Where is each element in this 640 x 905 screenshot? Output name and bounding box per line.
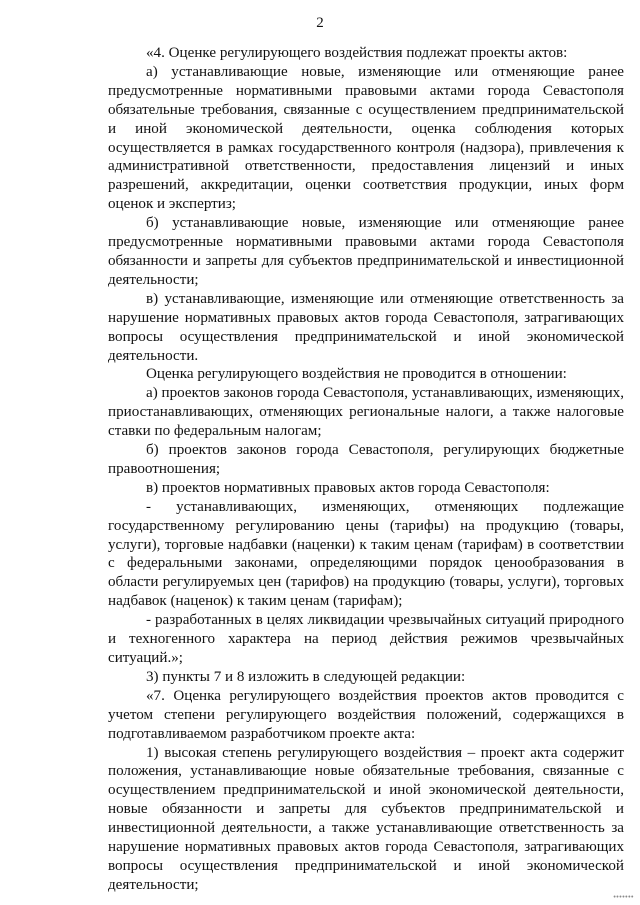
paragraph: - устанавливающих, изменяющих, отменяющих подлежащие государственному регулированию цены (тарифы) на продукцию (товары, услуги), торговые надбавки (наценки) к таким ценам (тарифам) в соответствии с федеральными законами, определяющими порядок ценообразования в области регулируемых цен (тарифов) на продукцию (товары, услуги), торговых надбавок (наценок) к таким ценам (тарифам); [108,498,624,610]
paragraph: б) проектов законов города Севастополя, регулирующих бюджетные правоотношения; [108,442,624,477]
paragraph: в) проектов нормативных правовых актов города Севастополя: [146,479,550,496]
paragraph: в) устанавливающие, изменяющие или отменяющие ответственность за нарушение нормативных правовых актов города Севастополя, затрагивающих вопросы осуществления предпринимательской и иной экономической деятельности. [108,290,624,364]
paragraph: 3) пункты 7 и 8 изложить в следующей редакции: [146,668,466,685]
paragraph: «4. Оценке регулирующего воздействия подлежат проекты актов: [146,45,568,61]
paragraph: б) устанавливающие новые, изменяющие или отменяющие ранее предусмотренные нормативными правовыми актами города Севастополя обязанности и запреты для субъектов предпринимательской и инвестиционной деятельности; [108,215,624,288]
paragraph: а) устанавливающие новые, изменяющие или отменяющие ранее предусмотренные нормативными правовыми актами города Севастополя обязательные требования, связанные с осуществлением предпринимательской и иной экономической деятельности, оценка соблюдения которых осуществляется в рамках государственного контроля (надзора), привлечения к административной ответственности, предоставления лицензий и иных разрешений, аккредитации, оценки соответствия продукции, иных форм оценок и экспертиз; [108,63,624,213]
corner-scan-mark: ••••••• [613,894,634,901]
paragraph: - разработанных в целях ликвидации чрезвычайных ситуаций природного и техногенного характера на период действия режимов чрезвычайных ситуаций.»; [108,612,624,666]
paragraph: а) проектов законов города Севастополя, устанавливающих, изменяющих, приостанавливающих, отменяющих региональные налоги, а также налоговые ставки по федеральным налогам; [108,385,624,440]
page-number: 2 [316,15,324,31]
paragraph: Оценка регулирующего воздействия не проводится в отношении: [146,366,567,383]
paragraph: «7. Оценка регулирующего воздействия проектов актов проводится с учетом степени регулирующего воздействия положений, содержащихся в подготавливаемом разработчиком проекте акта: [108,687,624,742]
document-body [108,44,624,895]
paragraph: 1) высокая степень регулирующего воздействия – проект акта содержит положения, устанавливающие новые обязательные требования, связанные с осуществлением предпринимательской и иной экономической деятельности, новые обязанности и запреты для субъектов предпринимательской и инвестиционной деятельности, а также устанавливающие ответственность за нарушение нормативных правовых актов города Севастополя, затрагивающих вопросы осуществления предпринимательской и иной экономической деятельности; [108,744,624,893]
